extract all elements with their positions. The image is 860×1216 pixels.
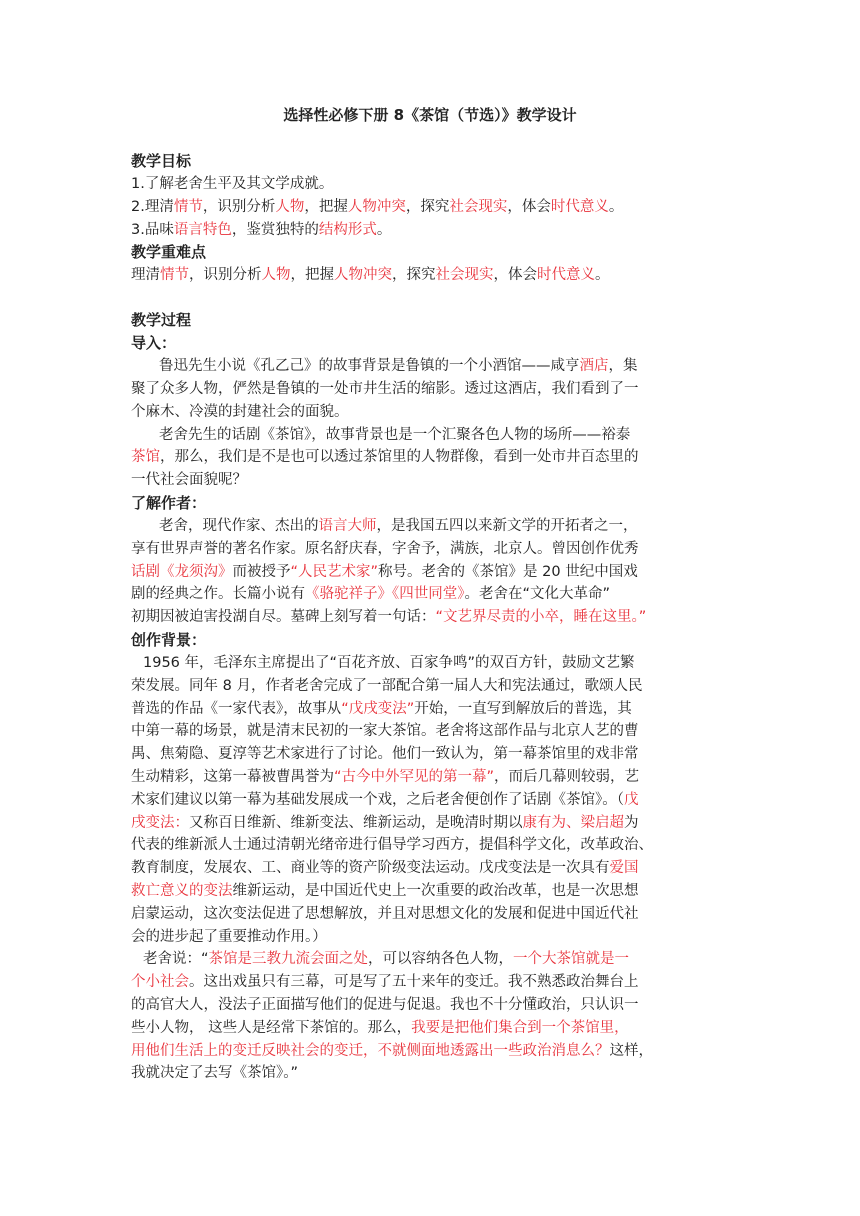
text-run: 享有世界声誉的著名作家。原名舒庆春，字舍予，满族，北京人。曾因创作优秀 <box>131 540 639 557</box>
text-run: ，体会 <box>507 198 551 215</box>
text-line <box>131 948 743 971</box>
text-run: 代表的维新派人士通过清朝光绪帝进行倡导学习西方，提倡科学文化，改革政治、 <box>131 837 653 854</box>
text-run: 又称百日维新、维新变法、维新运动，是晚清时期以 <box>189 814 523 831</box>
highlighted-text: 一个大茶馆就是一 <box>513 951 630 968</box>
text-run: 个麻木、冷漠的封建社会的面貌。 <box>131 403 349 420</box>
highlighted-text: “人民艺术家” <box>290 563 379 580</box>
text-run: 我就决定了去写《茶馆》。” <box>131 1065 299 1082</box>
text-run: 。 <box>595 267 610 284</box>
text-run: 鲁迅先生小说《孔乙己》的故事背景是鲁镇的一个小酒馆——咸亨 <box>159 358 580 375</box>
highlighted-text: 个小社会 <box>131 974 189 991</box>
text-run: 启蒙运动，这次变法促进了思想解放，并且对思想文化的发展和促进中国近代社 <box>131 905 639 922</box>
text-line <box>131 926 743 949</box>
highlighted-text: “古今中外罕见的第一幕” <box>334 768 495 785</box>
text-line <box>131 1040 743 1063</box>
highlighted-text: 人物冲突 <box>334 267 392 284</box>
text-line <box>131 789 743 812</box>
highlighted-text: 我要是把他们集合到一个茶馆里， <box>411 1019 629 1036</box>
text-line <box>131 196 743 219</box>
goals-list <box>131 173 743 241</box>
text-line <box>131 424 743 447</box>
text-run: 些小人物， 这些人是经常下茶馆的。那么， <box>131 1019 412 1036</box>
text-line <box>131 1017 743 1040</box>
text-run: 3.品味 <box>131 221 174 238</box>
text-run: ，集 <box>608 358 638 375</box>
highlighted-text: 语言特色 <box>173 221 232 238</box>
highlighted-text: 人物 <box>261 267 291 284</box>
text-run: ，可以容纳各色人物， <box>368 951 514 968</box>
text-line <box>131 538 743 561</box>
text-run: 。这出戏虽只有三幕，可是写了五十来年的变迁。我不熟悉政治舞台上 <box>189 974 639 991</box>
text-run: ，识别分析 <box>189 267 262 284</box>
text-line <box>131 766 743 789</box>
heading-process: 教学过程 <box>131 311 192 330</box>
background-paragraph <box>131 652 743 948</box>
highlighted-text: 康有为、梁启超 <box>522 814 624 831</box>
text-run: 禺、焦菊隐、夏淳等艺术家进行了讨论。他们一致认为，第一幕茶馆里的戏非常 <box>131 746 639 763</box>
text-line <box>131 994 743 1017</box>
heading-background: 创作背景： <box>131 630 207 649</box>
highlighted-text: 社会现实 <box>435 267 494 284</box>
text-run: 生动精彩，这第一幕被曹禺誉为 <box>131 768 334 785</box>
text-line <box>131 743 743 766</box>
text-run: ，识别分析 <box>202 198 276 215</box>
text-line <box>131 903 743 926</box>
highlighted-text: 酒店 <box>579 358 609 375</box>
text-run: 荣发展。同年 8 月，作者老舍完成了一部配合第一届人大和宪法通过，歌颂人民 <box>131 677 643 694</box>
text-run: ，鉴赏独特的 <box>231 221 319 238</box>
text-run: 1.了解老舍生平及其文学成就。 <box>131 176 334 192</box>
text-run: 老舍，现代作家、杰出的 <box>159 517 319 534</box>
text-run: ，探究 <box>405 198 450 215</box>
document-body <box>131 150 743 1085</box>
text-run: ，那么，我们是不是也可以透过茶馆里的人物群像，看到一处市井百态里的 <box>160 449 639 466</box>
text-run: 而被授予 <box>232 563 291 580</box>
text-line <box>131 264 743 287</box>
heading-goals: 教学目标 <box>131 152 192 170</box>
highlighted-text: 《骆驼祥子》《四世同堂》 <box>305 586 465 603</box>
highlighted-text: 戌变法： <box>131 814 189 831</box>
highlighted-text: “戊戌变法” <box>341 700 415 717</box>
highlighted-text: 时代意义 <box>550 198 609 215</box>
document-title: 选择性必修下册 8《茶馆（节选）》教学设计 <box>283 106 577 124</box>
text-line <box>131 446 743 469</box>
text-run: 这样， <box>609 1042 653 1059</box>
text-run: 普选的作品《一家代表》，故事从 <box>131 700 342 717</box>
text-line <box>131 515 743 538</box>
text-line <box>131 173 743 196</box>
highlighted-text: 时代意义 <box>537 267 595 284</box>
highlighted-text: 结构形式 <box>318 221 377 238</box>
text-line <box>131 834 743 857</box>
quote-paragraph <box>131 948 743 1085</box>
text-run: ，是我国五四以来新文学的开拓者之一， <box>376 517 638 534</box>
text-line <box>131 606 743 629</box>
text-run: 中第一幕的场景，就是清末民初的一家大茶馆。老舍将这部作品与北京人艺的曹 <box>131 723 639 740</box>
text-run: 维新运动，是中国近代史上一次重要的政治改革，也是一次思想 <box>232 882 639 899</box>
text-run: ，把握 <box>304 198 348 215</box>
highlighted-text: 社会现实 <box>449 198 508 215</box>
text-run: 的高官大人，没法子正面描写他们的促进与促退。我也不十分懂政治，只认识一 <box>131 996 639 1013</box>
text-run: 剧的经典之作。长篇小说有 <box>131 586 305 603</box>
text-run: ，把握 <box>290 267 334 284</box>
highlighted-text: 情节 <box>160 267 189 284</box>
text-line <box>131 812 743 835</box>
text-run: 称号。老舍的《茶馆》是 20 世纪中国戏 <box>378 563 638 580</box>
text-run: 。 <box>608 198 624 215</box>
text-run: 为 <box>624 814 639 831</box>
highlighted-text: 戊 <box>624 791 639 808</box>
key-points-text <box>131 264 743 287</box>
highlighted-text: 人物 <box>275 198 305 215</box>
text-run: 。老舍在“文化大革命” <box>464 586 611 603</box>
text-run: 会的进步起了重要推动作用。） <box>131 928 327 945</box>
text-run: 1956 年，毛泽东主席提出了“百花齐放、百家争鸣”的双百方针，鼓励文艺繁 <box>143 654 635 671</box>
highlighted-text: 茶馆 <box>131 449 160 466</box>
text-line <box>131 219 743 242</box>
text-line <box>131 469 743 492</box>
text-line <box>131 675 743 698</box>
text-run: 开始，一直写到解放后的普选，其 <box>414 700 632 717</box>
highlighted-text: 话剧《龙须沟》 <box>131 563 233 580</box>
text-run: 术家们建议以第一幕为基础发展成一个戏，之后老舍便创作了话剧《茶馆》。（ <box>131 791 624 808</box>
text-run: 2.理清 <box>131 198 174 215</box>
text-line <box>131 583 743 606</box>
highlighted-text: 爱国 <box>609 860 639 877</box>
text-run: 教育制度，发展农、工、商业等的资产阶级变法运动。戊戌变法是一次具有 <box>131 860 610 877</box>
text-run: 理清 <box>131 267 160 284</box>
highlighted-text: 语言大师 <box>318 517 377 534</box>
text-line <box>131 857 743 880</box>
text-run: 老舍先生的话剧《茶馆》，故事背景也是一个汇聚各色人物的场所——裕泰 <box>159 426 631 443</box>
highlighted-text: 茶馆是三教九流会面之处 <box>208 951 369 968</box>
highlighted-text: 人物冲突 <box>347 198 406 215</box>
text-line <box>131 720 743 743</box>
heading-key-points: 教学重难点 <box>131 243 207 262</box>
text-run: 聚了众多人物，俨然是鲁镇的一处市井生活的缩影。透过这酒店，我们看到了一 <box>131 380 639 397</box>
text-run: 一代社会面貌呢？ <box>131 472 247 489</box>
text-line <box>131 971 743 994</box>
text-line <box>131 652 743 675</box>
text-run: 老舍说：“ <box>143 951 209 968</box>
text-run: ，而后几幕则较弱，艺 <box>494 768 640 785</box>
author-paragraph <box>131 515 743 629</box>
text-line <box>131 355 743 378</box>
highlighted-text: 用他们生活上的变迁反映社会的变迁，不就侧面地透露出一些政治消息么？ <box>131 1042 610 1059</box>
text-line <box>131 378 743 401</box>
highlighted-text: “文艺界尽责的小卒，睡在这里。” <box>435 609 647 626</box>
text-run: ，探究 <box>392 267 436 284</box>
text-line <box>131 1062 743 1085</box>
text-line <box>131 698 743 721</box>
intro-paragraphs <box>131 355 743 492</box>
text-line <box>131 401 743 424</box>
heading-author: 了解作者： <box>131 493 207 512</box>
highlighted-text: 救亡意义的变法 <box>131 882 233 899</box>
text-run: 初期因被迫害投湖自尽。墓碑上刻写着一句话： <box>131 609 436 626</box>
heading-intro: 导入： <box>131 334 177 353</box>
highlighted-text: 情节 <box>173 198 203 215</box>
text-run: ，体会 <box>493 267 537 284</box>
text-run: 。 <box>376 221 392 238</box>
text-line <box>131 880 743 903</box>
text-line <box>131 561 743 584</box>
